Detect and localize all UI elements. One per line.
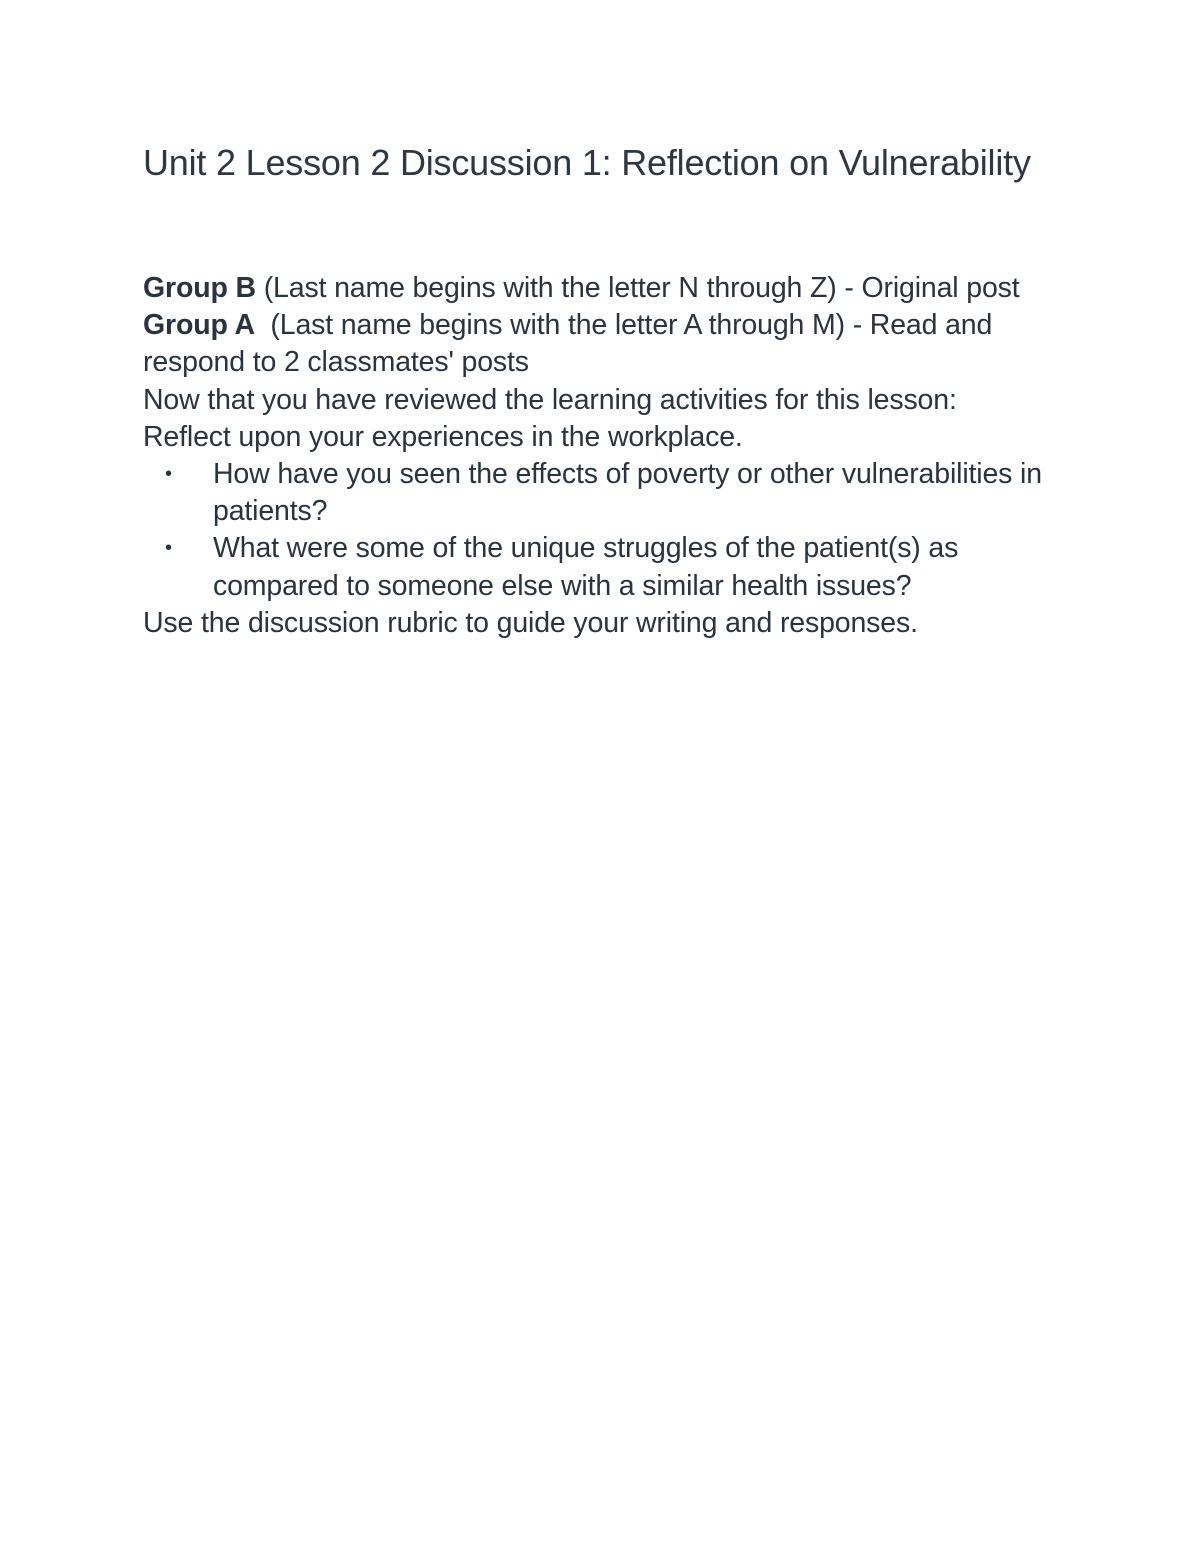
- group-b-label: Group B: [143, 272, 256, 304]
- intro-line-2: Reflect upon your experiences in the workplace.: [143, 420, 743, 453]
- document-title: Unit 2 Lesson 2 Discussion 1: Reflection on Vulnerability: [143, 142, 1031, 183]
- list-item: [143, 456, 1053, 530]
- document-body: [143, 270, 1073, 642]
- bullet-icon: •: [165, 463, 172, 486]
- list-item-text: How have you seen the effects of poverty or other vulnerabilities in patients?: [213, 458, 1042, 528]
- list-item-text: What were some of the unique struggles of the patient(s) as compared to someone else with a similar health issues?: [213, 532, 959, 602]
- group-a-paragraph: [143, 307, 1073, 381]
- group-a-text: (Last name begins with the letter A through M) - Read and respond to 2 classmates' posts: [143, 309, 1000, 379]
- group-a-label: Group A: [143, 309, 255, 342]
- list-item: [143, 530, 1053, 604]
- bullet-icon: •: [165, 537, 172, 560]
- group-b-text: (Last name begins with the letter N through Z) - Original post: [255, 272, 1020, 304]
- intro-line-1: Now that you have reviewed the learning activities for this lesson:: [143, 383, 957, 416]
- question-list: [143, 456, 1073, 605]
- closing-line: Use the discussion rubric to guide your writing and responses.: [143, 606, 918, 639]
- group-b-paragraph: [143, 270, 1073, 307]
